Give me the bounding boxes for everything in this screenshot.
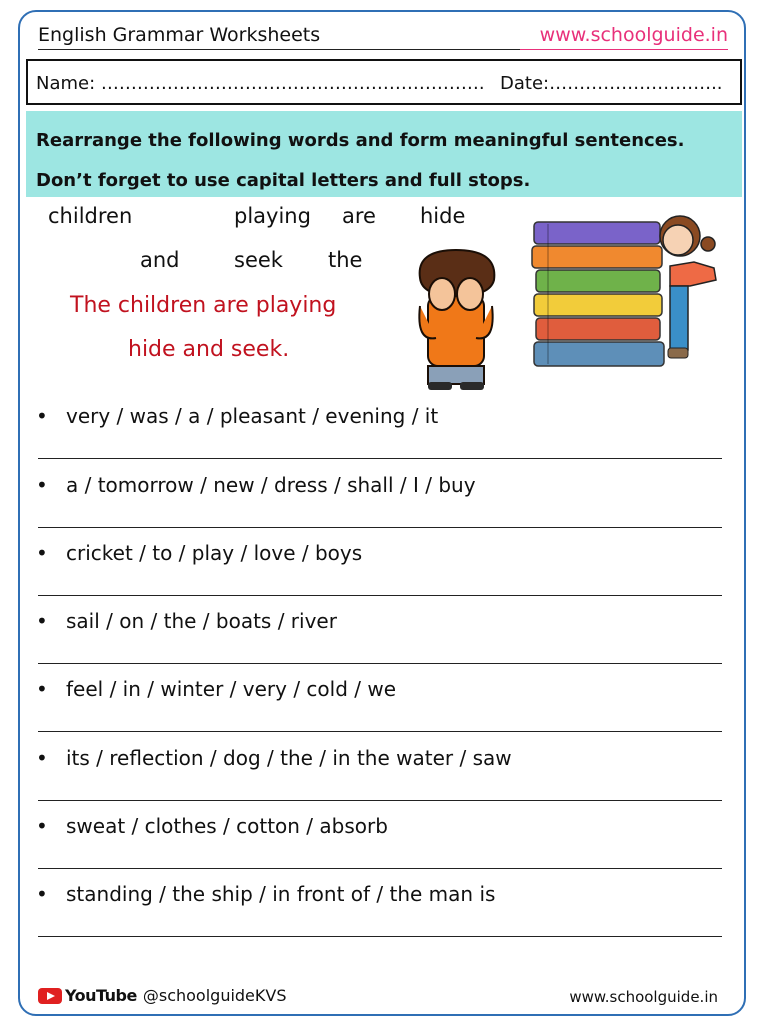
example-answer-line-2: hide and seek. [128,337,290,362]
header-underline [38,49,522,50]
youtube-label: YouTube [65,986,137,1005]
name-field[interactable]: Name: ………………………………………………………. [36,73,485,94]
item-text: sweat / clothes / cotton / absorb [66,814,388,838]
answer-line[interactable] [38,663,722,664]
instruction-line-1: Rearrange the following words and form meaningful sentences. [36,130,685,151]
boy-hiding-face-icon [406,246,506,396]
example-word: hide [420,204,466,228]
answer-line[interactable] [38,527,722,528]
bullet-icon: • [36,677,48,701]
list-item [36,746,512,770]
list-item [36,609,337,633]
header-url-underline [520,49,728,50]
date-field[interactable]: Date:……………………….. [500,73,723,94]
example-word: playing [234,204,311,228]
example-word: are [342,204,376,228]
answer-line[interactable] [38,595,722,596]
item-text: a / tomorrow / new / dress / shall / I / buy [66,473,476,497]
answer-line[interactable] [38,731,722,732]
item-text: its / reflection / dog / the / in the water / saw [66,746,512,770]
name-date-box [26,59,742,105]
footer-url[interactable]: www.schoolguide.in [569,988,718,1006]
answer-line[interactable] [38,458,722,459]
youtube-icon [38,988,62,1004]
bullet-icon: • [36,814,48,838]
bullet-icon: • [36,609,48,633]
example-word: the [328,248,363,272]
youtube-handle: @schoolguideKVS [142,986,287,1005]
list-item [36,882,495,906]
bullet-icon: • [36,746,48,770]
list-item [36,814,388,838]
worksheet-title: English Grammar Worksheets [38,24,321,46]
answer-line[interactable] [38,936,722,937]
bullet-icon: • [36,541,48,565]
item-text: feel / in / winter / very / cold / we [66,677,397,701]
girl-peeking-icon [656,208,724,364]
instructions-box [26,111,742,197]
item-text: sail / on / the / boats / river [66,609,337,633]
list-item [36,473,476,497]
example-word: and [140,248,180,272]
item-text: cricket / to / play / love / boys [66,541,363,565]
example-word: seek [234,248,283,272]
header-url[interactable]: www.schoolguide.in [539,24,728,46]
books-stack-icon [528,214,668,382]
bullet-icon: • [36,473,48,497]
example-answer-line-1: The children are playing [70,293,337,318]
item-text: standing / the ship / in front of / the man is [66,882,496,906]
list-item [36,541,362,565]
footer-youtube[interactable] [38,986,287,1005]
bullet-icon: • [36,882,48,906]
item-text: very / was / a / pleasant / evening / it [66,404,439,428]
answer-line[interactable] [38,800,722,801]
list-item [36,677,396,701]
instruction-line-2: Don’t forget to use capital letters and full stops. [36,170,531,191]
example-word: children [48,204,133,228]
bullet-icon: • [36,404,48,428]
answer-line[interactable] [38,868,722,869]
list-item [36,404,438,428]
